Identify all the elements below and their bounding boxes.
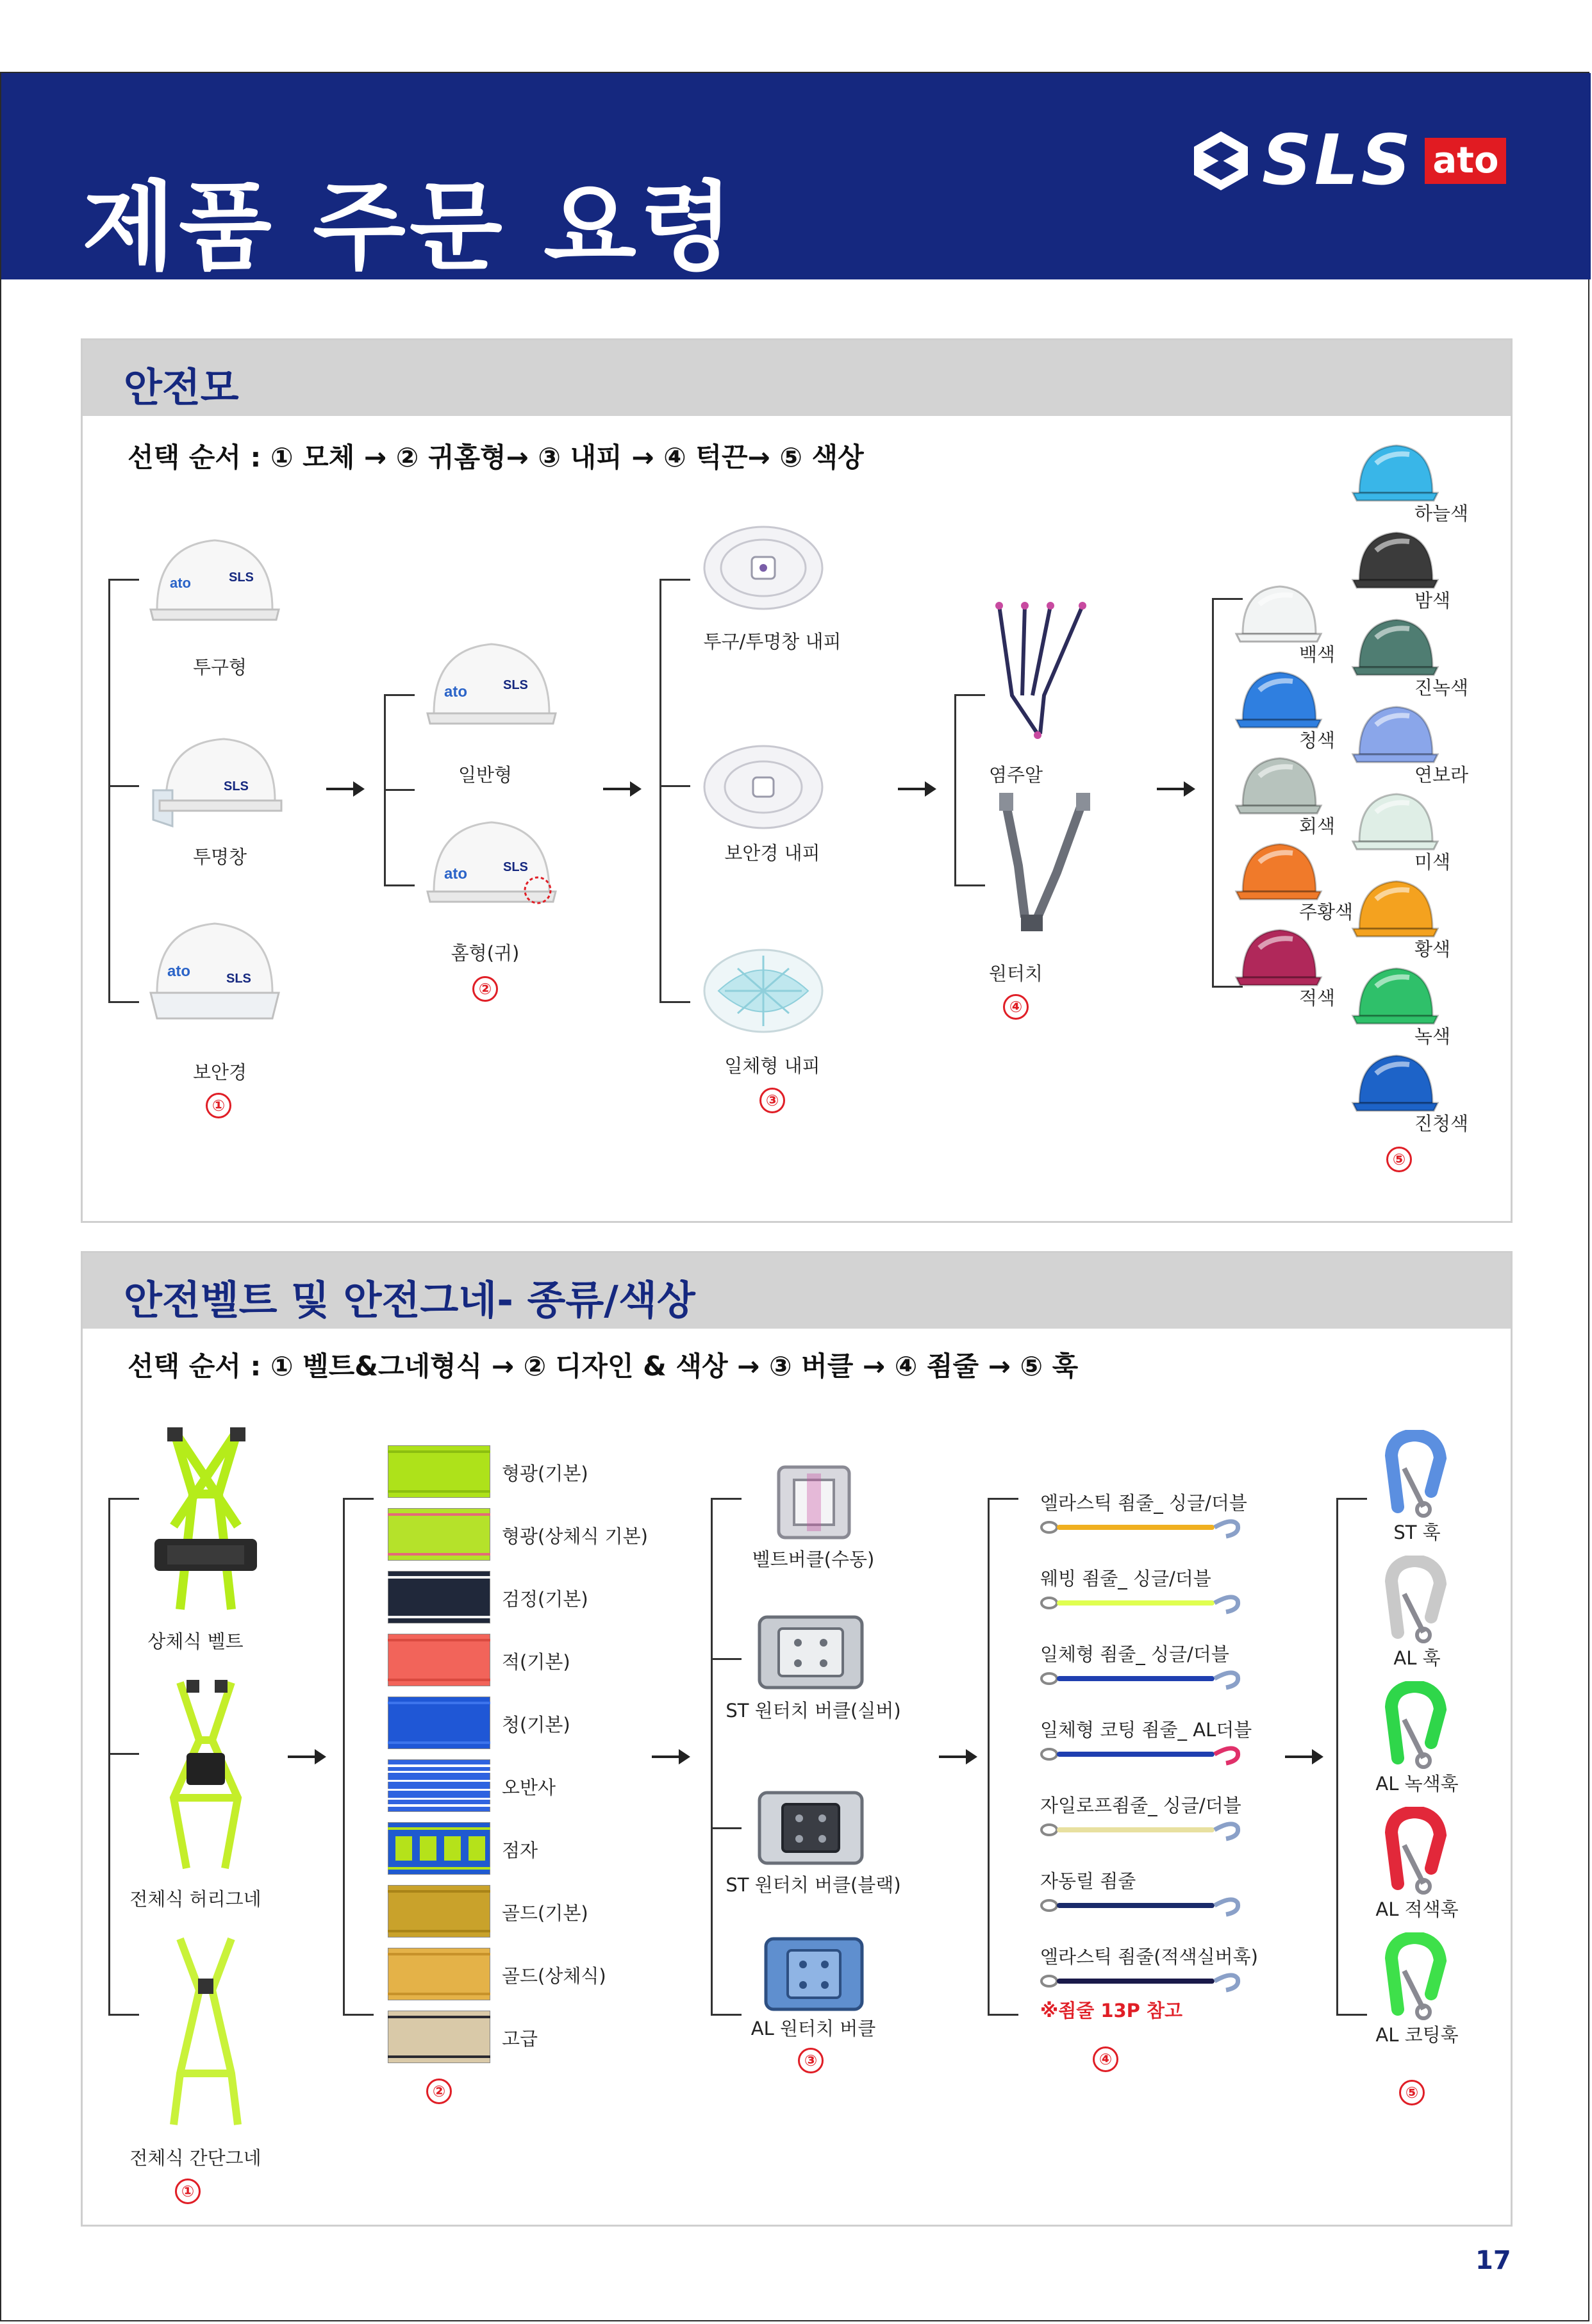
bracket — [954, 694, 985, 886]
hook-image — [1379, 1807, 1455, 1897]
svg-text:ato: ato — [444, 683, 467, 701]
lanyard-label: 엘라스틱 죔줄_ 싱글/더블 — [1040, 1492, 1247, 1514]
webbing-swatch — [388, 1445, 490, 1498]
bracket-tick — [711, 1827, 742, 1829]
helmet-image — [147, 724, 288, 833]
svg-text:SLS: SLS — [224, 779, 249, 793]
helmet-icon — [1234, 665, 1323, 735]
hook-image — [1379, 1932, 1455, 2022]
ear-type-label: 일반형 — [458, 764, 513, 786]
section-title: 안전모 — [124, 364, 239, 411]
svg-text:SLS: SLS — [226, 972, 251, 986]
bracket — [1336, 1498, 1367, 2016]
bracket — [343, 1498, 374, 2016]
step-number: ④ — [1003, 994, 1029, 1020]
step-number: ③ — [798, 2048, 824, 2073]
arrow-icon — [652, 1755, 688, 1758]
order-steps: 선택 순서 : ① 모체 → ② 귀홈형→ ③ 내피 → ④ 턱끈→ ⑤ 색상 — [128, 442, 864, 473]
logo-badge: ato — [1425, 138, 1506, 184]
helmet-icon — [1234, 836, 1323, 907]
webbing-swatch — [388, 1885, 490, 1938]
buckle-label: 벨트버클(수동) — [752, 1548, 875, 1570]
color-label: 적색 — [1299, 987, 1336, 1009]
sls-mark-icon — [1189, 129, 1253, 193]
helmet-icon — [1350, 1048, 1440, 1118]
liner-label: 투구/투명창 내피 — [703, 631, 842, 652]
lanyard-note: ※죔줄 13P 참고 — [1040, 2000, 1183, 2021]
order-steps: 선택 순서 : ① 벨트&그네형식 → ② 디자인 & 색상 → ③ 버클 → ④ 죔줄 → ⑤ 훅 — [128, 1350, 1079, 1382]
helmet-icon — [1350, 699, 1440, 770]
bracket-tick — [659, 785, 690, 787]
liner-image — [699, 943, 827, 1039]
color-label: 녹색 — [1414, 1025, 1451, 1047]
arrow-icon — [326, 788, 362, 790]
arrow-icon — [1285, 1755, 1321, 1758]
lanyard-image — [1040, 1893, 1245, 1918]
color-label: 주황색 — [1299, 901, 1354, 923]
svg-text:SLS: SLS — [503, 860, 528, 874]
webbing-label: 검정(기본) — [502, 1588, 588, 1610]
lanyard-image — [1040, 1968, 1245, 1994]
lanyard-label: 엘라스틱 죔줄(적색실버훅) — [1040, 1946, 1259, 1968]
section-title: 안전벨트 및 안전그네- 종류/색상 — [124, 1277, 695, 1324]
sls-logo — [1189, 120, 1506, 201]
webbing-label: 골드(기본) — [502, 1902, 588, 1924]
webbing-swatch — [388, 1634, 490, 1686]
webbing-swatch — [388, 2011, 490, 2063]
step-number: ④ — [1093, 2046, 1118, 2072]
step-number: ③ — [759, 1088, 785, 1113]
lanyard-label: 웨빙 죔줄_ 싱글/더블 — [1040, 1568, 1211, 1589]
buckle-image — [753, 1611, 868, 1694]
color-label: 밤색 — [1414, 590, 1451, 611]
arrow-icon — [939, 1755, 975, 1758]
step-number: ⑤ — [1399, 2080, 1425, 2105]
color-label: 미색 — [1414, 851, 1451, 873]
chin-strap-image — [986, 599, 1102, 747]
hook-image — [1379, 1681, 1455, 1771]
lanyard-image — [1040, 1741, 1245, 1767]
helmet-icon — [1350, 874, 1440, 944]
section-header — [83, 340, 1511, 416]
liner-image — [699, 739, 827, 835]
harness-label: 전체식 간단그네 — [129, 2147, 261, 2169]
lanyard-label: 일체형 코팅 죔줄_ AL더블 — [1040, 1719, 1252, 1741]
page-title: 제품 주문 요령 — [82, 172, 737, 283]
helmet-image — [421, 808, 562, 917]
belt-section — [81, 1251, 1513, 2227]
color-label: 백색 — [1299, 643, 1336, 665]
webbing-swatch — [388, 1759, 490, 1812]
buckle-image — [766, 1461, 862, 1550]
arrow-icon — [1157, 788, 1193, 790]
helmet-image — [144, 909, 285, 1025]
hook-label: AL 훅 — [1393, 1647, 1441, 1669]
arrow-icon — [288, 1755, 324, 1758]
lanyard-image — [1040, 1515, 1245, 1540]
step-number: ① — [175, 2179, 201, 2204]
hook-image — [1379, 1430, 1455, 1520]
liner-label: 일체형 내피 — [724, 1055, 820, 1077]
webbing-label: 고급 — [502, 2028, 538, 2050]
helmet-section — [81, 338, 1513, 1223]
step-number: ① — [206, 1093, 231, 1118]
harness-label: 상체식 벨트 — [147, 1631, 244, 1652]
color-label: 청색 — [1299, 729, 1336, 751]
arrow-icon — [603, 788, 639, 790]
buckle-image — [759, 1932, 868, 2016]
svg-text:ato: ato — [444, 865, 467, 883]
webbing-swatch — [388, 1697, 490, 1749]
bracket-tick — [711, 1658, 742, 1660]
step-number: ⑤ — [1386, 1147, 1412, 1172]
lanyard-label: 자일로프죔줄_ 싱글/더블 — [1040, 1795, 1241, 1816]
step-number: ② — [472, 976, 498, 1002]
arrow-icon — [898, 788, 934, 790]
svg-text:SLS: SLS — [503, 678, 528, 692]
step-number: ② — [426, 2079, 452, 2104]
hook-label: AL 코팅훅 — [1375, 2024, 1459, 2046]
helmet-image — [144, 526, 285, 635]
lanyard-image — [1040, 1590, 1245, 1616]
color-label: 진녹색 — [1414, 677, 1469, 699]
page-number: 17 — [1475, 2246, 1511, 2275]
color-label: 하늘색 — [1414, 502, 1469, 524]
bracket — [711, 1498, 742, 2016]
buckle-label: ST 원터치 버클(실버) — [726, 1700, 901, 1722]
color-label: 진청색 — [1414, 1113, 1469, 1134]
hook-label: AL 적색훅 — [1375, 1898, 1459, 1920]
harness-image — [148, 1676, 263, 1875]
body-type-label: 투명창 — [192, 846, 247, 868]
liner-label: 보안경 내피 — [724, 842, 820, 864]
ear-type-label: 홈형(귀) — [451, 942, 520, 964]
strap-label: 염주알 — [988, 764, 1043, 786]
harness-label: 전체식 허리그네 — [129, 1888, 261, 1910]
hook-label: AL 녹색훅 — [1375, 1773, 1459, 1795]
buckle-image — [753, 1786, 868, 1870]
webbing-label: 형광(상체식 기본) — [502, 1525, 648, 1547]
bracket-tick — [108, 1753, 139, 1755]
svg-text:ato: ato — [170, 575, 191, 591]
bracket — [108, 579, 139, 1003]
body-type-label: 투구형 — [192, 656, 247, 678]
lanyard-image — [1040, 1666, 1245, 1691]
webbing-label: 오반사 — [502, 1777, 556, 1798]
webbing-label: 점자 — [502, 1839, 538, 1861]
logo-text: SLS — [1262, 120, 1414, 201]
lanyard-image — [1040, 1817, 1245, 1843]
color-label: 회색 — [1299, 815, 1336, 837]
harness-image — [148, 1932, 263, 2131]
buckle-label: ST 원터치 버클(블랙) — [726, 1874, 901, 1896]
liner-image — [699, 520, 827, 616]
hook-label: ST 훅 — [1393, 1522, 1441, 1543]
helmet-icon — [1350, 612, 1440, 683]
lanyard-label: 일체형 죔줄_ 싱글/더블 — [1040, 1643, 1229, 1665]
helmet-icon — [1234, 751, 1323, 821]
helmet-icon — [1350, 961, 1440, 1031]
helmet-icon — [1350, 786, 1440, 857]
color-label: 황색 — [1414, 938, 1451, 960]
helmet-icon — [1234, 579, 1323, 649]
chin-strap-image — [986, 789, 1102, 943]
bracket-tick — [108, 785, 139, 787]
bracket — [108, 1498, 139, 2016]
webbing-swatch — [388, 1508, 490, 1561]
webbing-swatch — [388, 1822, 490, 1875]
body-type-label: 보안경 — [192, 1061, 247, 1083]
webbing-swatch — [388, 1571, 490, 1623]
strap-label: 원터치 — [988, 963, 1043, 984]
section-header — [83, 1253, 1511, 1329]
buckle-label: AL 원터치 버클 — [750, 2018, 876, 2039]
webbing-label: 골드(상체식) — [502, 1965, 606, 1987]
helmet-icon — [1350, 525, 1440, 595]
webbing-label: 청(기본) — [502, 1714, 570, 1736]
color-label: 연보라 — [1414, 764, 1469, 786]
helmet-image — [421, 630, 562, 739]
svg-text:ato: ato — [167, 963, 190, 980]
helmet-icon — [1350, 438, 1440, 508]
webbing-label: 적(기본) — [502, 1651, 570, 1673]
bracket-tick — [384, 789, 415, 791]
bracket — [659, 579, 690, 1003]
svg-text:SLS: SLS — [229, 570, 254, 585]
hook-image — [1379, 1556, 1455, 1645]
helmet-icon — [1234, 922, 1323, 993]
webbing-label: 형광(기본) — [502, 1463, 588, 1484]
bracket — [988, 1498, 1018, 2016]
webbing-swatch — [388, 1948, 490, 2000]
harness-image — [148, 1423, 263, 1616]
lanyard-label: 자동릴 죔줄 — [1040, 1870, 1136, 1892]
